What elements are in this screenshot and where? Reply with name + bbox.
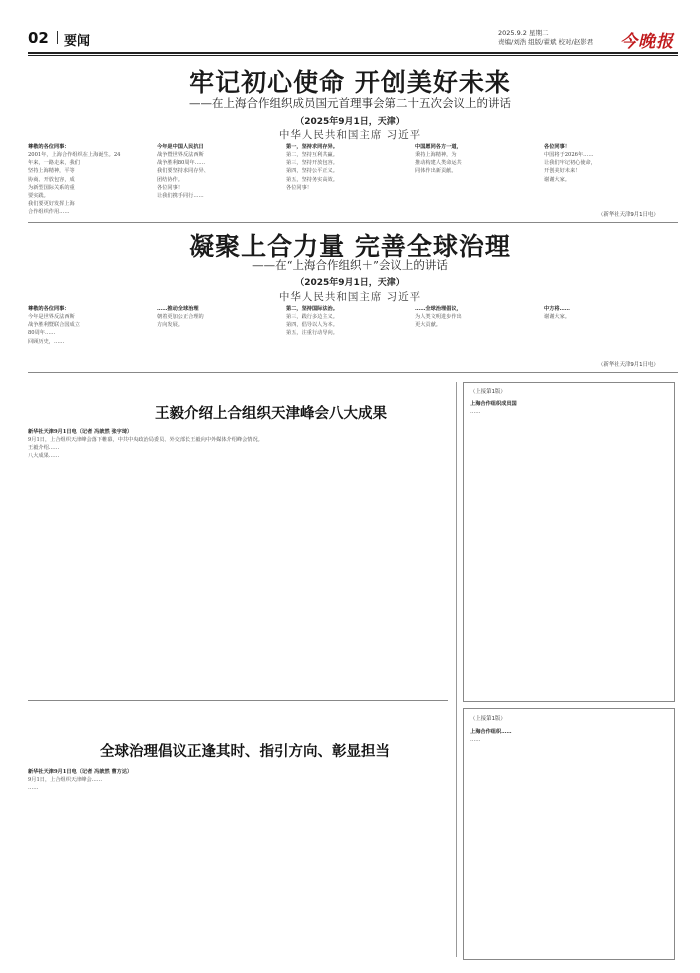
text-line: 合作组织作用……	[28, 209, 70, 216]
article1-date: （2025年9月1日，天津）	[295, 117, 405, 127]
text-line: 秉持上海精神，为	[415, 152, 457, 159]
masthead	[0, 0, 700, 52]
article2-column	[544, 305, 672, 360]
text-line: 9月1日，上合组织天津峰会落下帷幕，中共中央政治局委员、外交部长王毅向中外媒体介绍峰会情况。	[28, 437, 263, 444]
sidebar1-body	[470, 400, 670, 418]
column-divider	[456, 382, 457, 957]
text-line: 我们要更好发挥上海	[28, 200, 75, 207]
text-line: 80周年……	[28, 330, 56, 337]
text-line: 尊敬的各位同事：	[28, 144, 70, 150]
text-line: 中国愿同各方一道，	[415, 144, 462, 150]
text-line: 第一，坚持求同存异。	[286, 144, 338, 150]
article2-column	[286, 305, 409, 365]
article2-column	[157, 305, 280, 365]
article4-title: 全球治理倡议正逢其时、指引方向、彰显担当	[100, 743, 390, 760]
article2-signature: （新华社天津9月1日电）	[598, 362, 659, 368]
text-line: 更大贡献。	[415, 322, 441, 329]
text-line: 第四，倡导以人为本。	[286, 322, 338, 329]
text-line: 9月1日，上合组织天津峰会……	[28, 777, 103, 784]
text-line: 回顾历史，……	[28, 338, 65, 345]
text-line: 为人类文明进步作出	[415, 314, 462, 321]
text-line: 团结协作。	[157, 176, 183, 183]
editors-line: 责编/刘浩 组版/翟斌 校对/赵影君	[498, 38, 594, 46]
text-line: 战争胜利80周年……	[157, 160, 206, 167]
article2-date: （2025年9月1日，天津）	[295, 278, 405, 288]
article3-body	[28, 428, 448, 458]
article1-signature: （新华社天津9月1日电）	[598, 212, 659, 218]
text-line: 尊敬的各位同事：	[28, 306, 70, 312]
header-rule-thin	[28, 55, 678, 56]
separator	[28, 700, 448, 701]
text-line: 推动构建人类命运共	[415, 160, 462, 167]
text-line: 新华社天津9月1日电（记者 冯歆然 张宇琦）	[28, 429, 133, 435]
newspaper-logo: 今晚报	[620, 32, 674, 52]
text-line: 第二，坚持国际法治。	[286, 306, 338, 312]
article1-subtitle: ——在上海合作组织成员国元首理事会第二十五次会议上的讲话	[189, 96, 511, 110]
text-line: 坚持上海精神，平等	[28, 168, 75, 175]
article1-column	[157, 143, 280, 215]
text-line: 要实践。	[28, 192, 49, 199]
text-line: ……	[470, 737, 481, 744]
text-line: 协商、开放包容，成	[28, 176, 75, 183]
date-line: 2025.9.2 星期二	[498, 29, 549, 37]
masthead-meta	[498, 29, 593, 47]
sidebar2-label: （上接第1版）	[470, 716, 506, 722]
text-line: 今年是中国人民抗日	[157, 144, 204, 150]
text-line: 让我们携手同行……	[157, 192, 204, 199]
text-line: 让我们牢记初心使命，	[544, 160, 596, 167]
text-line: 八大成果……	[28, 453, 60, 460]
sidebar1-label: （上接第1版）	[470, 389, 506, 395]
article2-subtitle: ——在“上海合作组织＋”会议上的讲话	[252, 258, 448, 272]
text-line: 上海合作组织……	[470, 729, 512, 735]
text-line: 上海合作组织成员国	[470, 401, 517, 407]
text-line: 第三，践行多边主义。	[286, 314, 338, 321]
sidebar-box	[463, 382, 675, 702]
text-line: 第三，坚持开放包容。	[286, 160, 338, 167]
text-line: 开创美好未来！	[544, 168, 581, 175]
separator	[28, 372, 678, 373]
text-line: 今年是世界反法西斯	[28, 314, 75, 321]
text-line: 谢谢大家。	[544, 176, 570, 183]
article3-title: 王毅介绍上合组织天津峰会八大成果	[155, 405, 387, 422]
text-line: 王毅介绍……	[28, 445, 60, 452]
text-line: 战争暨世界反法西斯	[157, 152, 204, 159]
text-line: 第四，坚持公平正义。	[286, 168, 338, 175]
article1-author: 中华人民共和国主席 习近平	[278, 129, 422, 141]
text-line: 中方将……	[544, 306, 570, 312]
article1-column	[415, 143, 538, 215]
text-line: 第二，坚持互利共赢。	[286, 152, 338, 159]
article2-column	[415, 305, 538, 365]
article2-title: 凝聚上合力量 完善全球治理	[189, 232, 511, 261]
text-line: 同体作出新贡献。	[415, 168, 457, 175]
separator	[28, 222, 678, 223]
article1-title: 牢记初心使命 开创美好未来	[189, 68, 511, 97]
page-number: 02	[28, 29, 49, 47]
text-line: ……全球治理倡议，	[415, 306, 462, 312]
text-line: ……	[470, 409, 481, 416]
sidebar2-body	[470, 728, 670, 746]
text-line: 为新型国际关系的重	[28, 184, 75, 191]
text-line: 年来，一路走来，我们	[28, 160, 80, 167]
text-line: 朝着更加公正合理的	[157, 314, 204, 321]
article4-body	[28, 768, 448, 792]
article2-column	[28, 305, 151, 365]
text-line: 第五，注重行动导向。	[286, 330, 338, 337]
text-line: 各位同事！	[157, 184, 183, 191]
text-line: 各位同事！	[544, 144, 570, 150]
header-rule	[28, 52, 678, 54]
text-line: ……推动全球治理	[157, 306, 199, 312]
text-line: 我们要坚持求同存异、	[157, 168, 209, 175]
text-line: ……	[28, 785, 39, 792]
article1-column	[544, 143, 672, 203]
section-label: 要闻	[64, 30, 90, 49]
article2-author: 中华人民共和国主席 习近平	[278, 291, 422, 303]
text-line: 第五，坚持务实高效。	[286, 176, 338, 183]
text-line: 谢谢大家。	[544, 314, 570, 321]
article1-column	[28, 143, 151, 215]
text-line: 各位同事！	[286, 184, 312, 191]
article1-column	[286, 143, 409, 215]
text-line: 2001年，上海合作组织在上海诞生。24	[28, 152, 121, 159]
text-line: 中国将于2026年……	[544, 152, 594, 159]
text-line: 新华社天津9月1日电（记者 冯歆然 曹方达）	[28, 769, 133, 775]
text-line: 方向发展。	[157, 322, 183, 329]
text-line: 战争胜利暨联合国成立	[28, 322, 80, 329]
